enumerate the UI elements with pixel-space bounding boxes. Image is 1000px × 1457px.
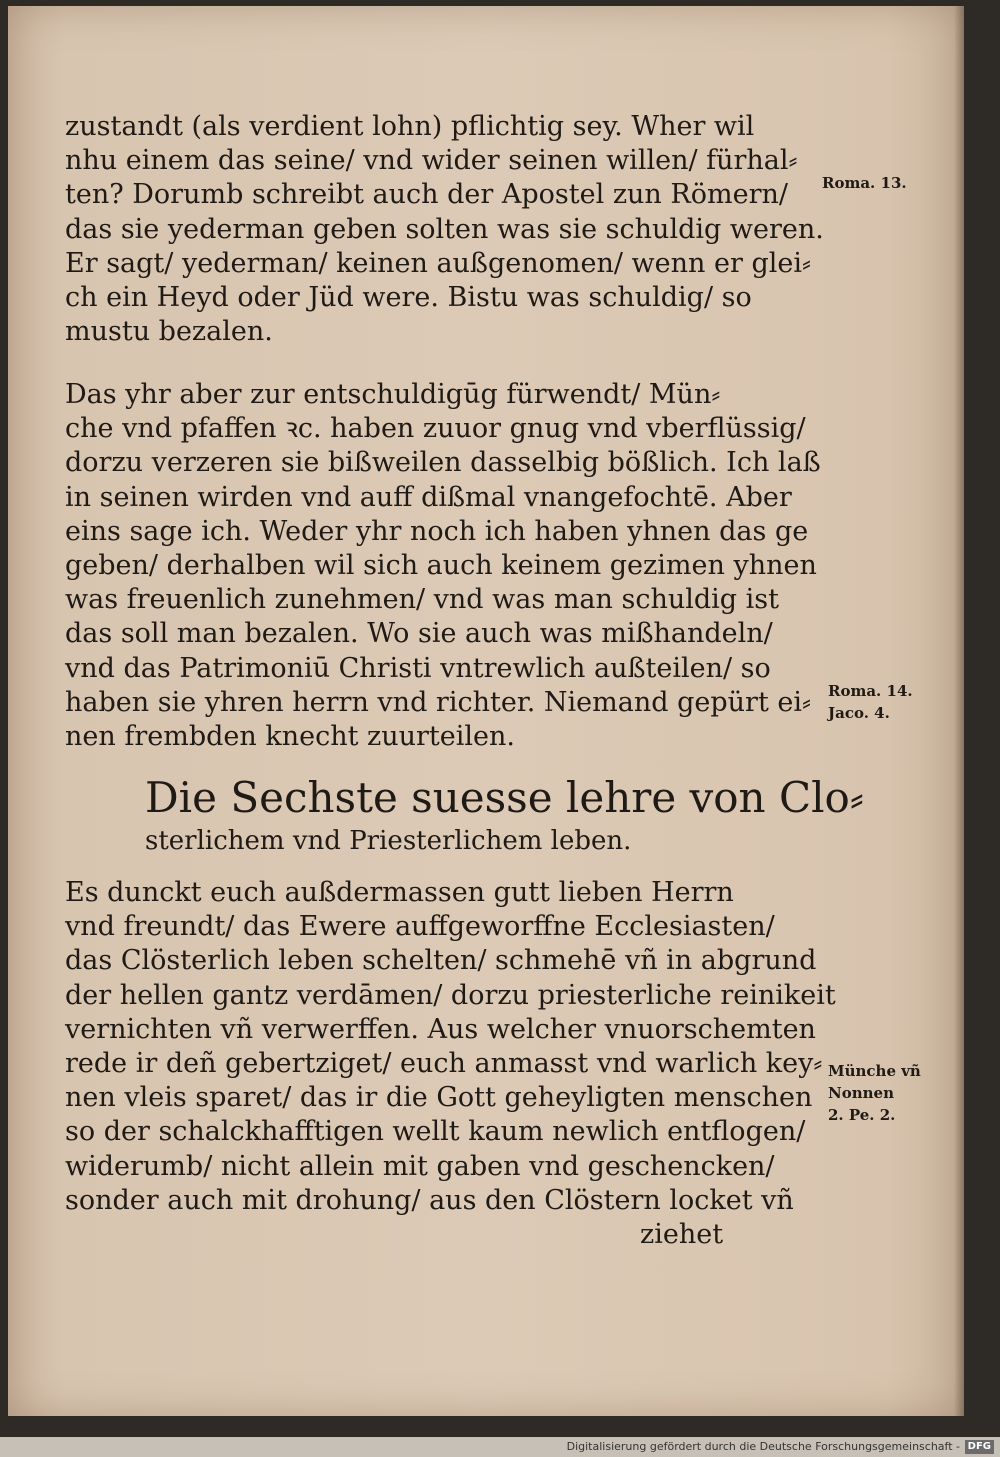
margin-note-romans-13: Roma. 13.	[822, 174, 907, 192]
page-edge-shadow	[954, 6, 964, 1416]
paragraph-2: Das yhr aber zur entschuldigūg fürwendt/ Mün⸗ che vnd pfaffen ꝛc. haben zuuor gnug vnd vberflüssig/ dorzu verzeren sie bißweilen dasselbig bößlich. Ich laß in seinen wirden vnd auff dißmal vnangefochtē. Aber eins sage ich. Weder yhr noch ich haben yhnen das ge geben/ derhalben wil sich auch keinem gezimen yhnen was freuenlich zunehmen/ vnd was man schuldig ist das soll man bezalen. Wo sie auch was mißhandeln/ vnd das Patrimoniū Christi vntrewlich außteilen/ so haben sie yhren herrn vnd richter. Niemand gepürt ei⸗ nen frembden knecht zuurteilen.	[65, 379, 821, 753]
footer-bar	[0, 1437, 1000, 1457]
footer-credit: Digitalisierung gefördert durch die Deutsche Forschungsgemeinschaft -	[566, 1440, 960, 1453]
section-subheading: sterlichem vnd Priesterlichem leben.	[145, 826, 632, 856]
margin-note-romans-14: Roma. 14. Jaco. 4.	[828, 682, 913, 722]
paragraph-3: Es dunckt euch außdermassen gutt lieben Herrn vnd freundt/ das Ewere auffgeworffne Ecclesiasten/ das Clösterlich leben schelten/ schmehē vñ in abgrund der hellen gantz verdāmen/ dorzu priesterliche reinikeit vernichten vñ verwerffen. Aus welcher vnuorschemten rede ir deñ gebertziget/ euch anmasst vnd warlich key⸗ nen vleis sparet/ das ir die Gott geheyligten menschen so der schalckhafftigen wellt kaum newlich entflogen/ widerumb/ nicht allein mit gaben vnd geschencken/ sonder auch mit drohung/ aus den Clöstern locket vñ ziehet	[65, 877, 836, 1251]
paragraph-1: zustandt (als verdient lohn) pflichtig sey. Wher wil nhu einem das seine/ vnd wider seinen willen/ fürhal⸗ ten? Dorumb schreibt auch der Apostel zun Römern/ das sie yederman geben solten was sie schuldig weren. Er sagt/ yederman/ keinen außgenomen/ wenn er glei⸗ ch ein Heyd oder Jüd were. Bistu was schuldig/ so mustu bezalen.	[65, 111, 824, 348]
section-heading: Die Sechste suesse lehre von Clo⸗	[145, 773, 864, 822]
margin-note-moenche: Münche vñ Nonnen 2. Pe. 2.	[828, 1062, 921, 1124]
dfg-logo: DFG	[965, 1440, 994, 1454]
